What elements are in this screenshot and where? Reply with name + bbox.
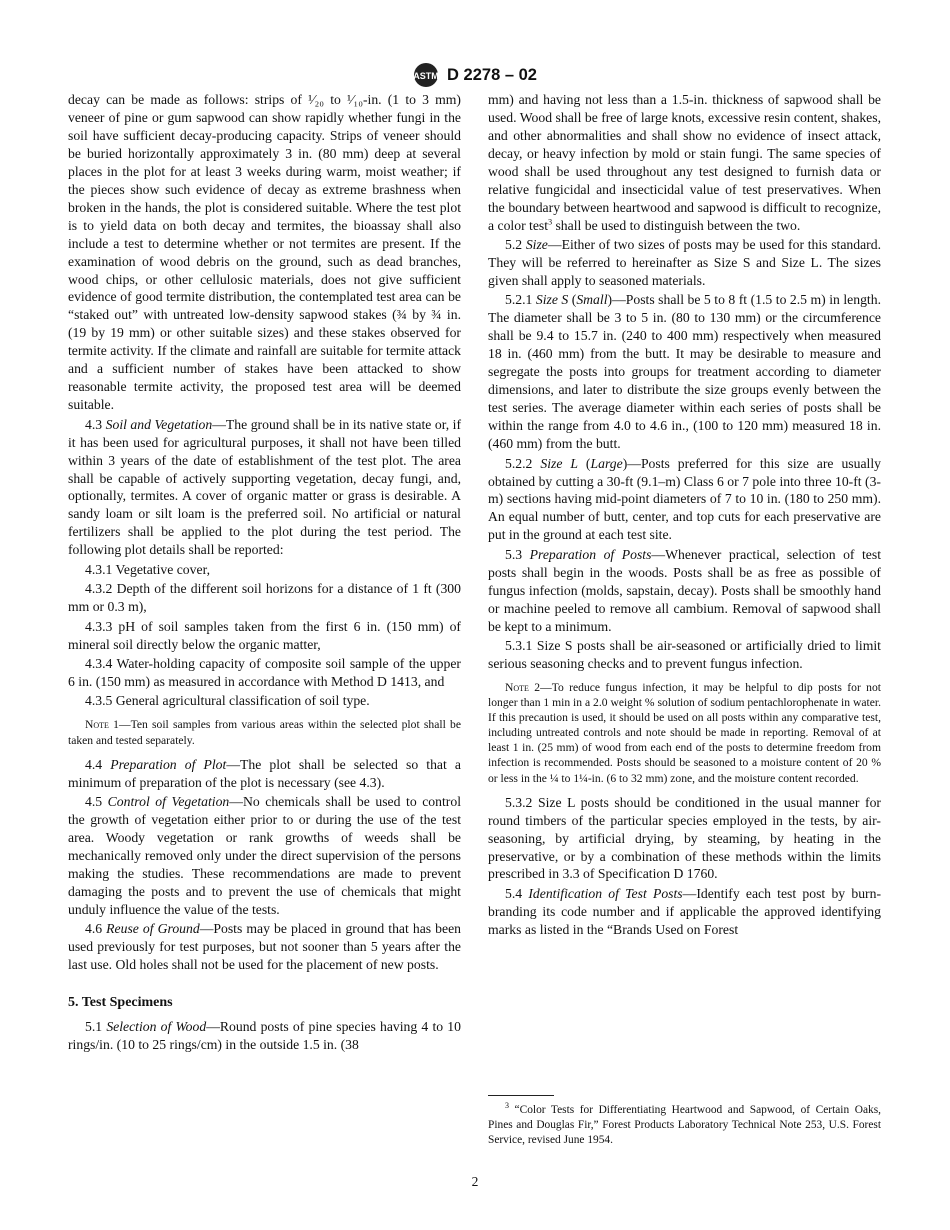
section-4-5: 4.5 Control of Vegetation—No chemicals shall be used to control the growth of vegetation either prior to or during the use of the test area. Woody vegetation or rank growths of weeds shall be mechanically removed only under the direct supervision of the persons making the studies. These recommendations are made to prevent damaging the posts and to prevent the use of chemicals that might unduly influence the value of the tests.: [68, 794, 461, 917]
section-5-3: 5.3 Preparation of Posts—Whenever practical, selection of test posts shall begin in the woods. Posts shall be as free as possible of fungus infection (molds, sapstain, decay). Posts shall be smoothly hand or machine peeled to remove all cambium. Removal of sapwood shall be kept to a minimum.: [488, 546, 882, 634]
paragraph: mm) and having not less than a 1.5-in. thickness of sapwood shall be used. Wood shall be free of large knots, excessive resin content, shakes, and other abnormalities and shall show no evidence of insect attack, decay, or heavy infection by mold or stain fungi. The same species of wood shall be used throughout any test designed to furnish data or relative fungicidal and insecticidal value of test preservatives. When the boundary between heartwood and sapwood is difficult to recognize, a color test$^3$ shall be used to distinguish between the two.: [488, 92, 881, 233]
footnote-3: $^3$ “Color Tests for Differentiating Heartwood and Sapwood, of Certain Oaks, Pines and Douglas Fir,” Forest Products Laboratory Technical Note 253, U.S. Forest Service, revised June 1954.: [488, 1101, 881, 1146]
section-4-3-4: 4.3.4 Water-holding capacity of composite soil sample of the upper 6 in. (150 mm) as measured in accordance with Method D 1413, and: [68, 656, 461, 689]
section-4-3: 4.3 Soil and Vegetation—The ground shall be in its native state or, if it has been used for agricultural purposes, it shall not have been tilled within 3 years of the date of establishment of the test plot. The area shall be capable of actively supporting vegetation, decay fungi, and, optionally, termites. A cover of organic matter or grass is desirable. A sandy loam or silt loam is the preferred soil. No artificial or natural fertilizers shall be applied to the plot during the test period. The following plot details shall be reported:: [68, 416, 462, 558]
svg-text:ASTM: ASTM: [413, 71, 439, 81]
section-4-3-3: 4.3.3 pH of soil samples taken from the first 6 in. (150 mm) of mineral soil directly below the organic matter,: [68, 618, 461, 652]
footnote-ref[interactable]: 3: [548, 217, 553, 227]
section-4-3-1: 4.3.1 Vegetative cover,: [85, 561, 211, 577]
section-4-3-5: 4.3.5 General agricultural classification of soil type.: [85, 693, 370, 709]
page-number: 2: [471, 1174, 479, 1189]
section-5-1: 5.1 Selection of Wood—Round posts of pine species having 4 to 10 rings/in. (10 to 25 rings/cm) in the outside 1.5 in. (38: [68, 1018, 461, 1052]
paragraph: decay can be made as follows: strips of ¹⁄₂₀ to ¹⁄₁₀-in. (1 to 3 mm) veneer of pine or gum sapwood can show rapidly whether fungi in the soil have sufficient decay-producing capacity. Strips of veneer should be buried horizontally approximately 3 in. (80 mm) deep at several places in the plot for at least 3 weeks during warm, moist weather; if the pieces show such evidence of decay as extreme brashness when broken in the hands, the plot is considered suitable. Where the test plot is to yield data on both decay and termites, the bioassay shall also include a test to determine whether or not termites are present. If the examination of wood debris on the ground, such as dead branches, wood chips, or other cellulosic materials, does not give sufficient evidence of good termite distribution, the contemplated test area can be “staked out” with untreated low-density sapwood stakes (¾ by ¾ in. (19 by 19 mm) or other suitable sizes) and these stakes observed for termite activity. If the climate and rainfall are suitable for termite attack and a sufficient number of stakes have been attacked to show reasonable termite activity, the proposed test area will be deemed suitable.: [68, 92, 461, 413]
note-2: Note 2—To reduce fungus infection, it may be helpful to dip posts for not longer than 1 min in a 2.0 weight % solution of sodium pentachlorophenate in water. If this precaution is used, it should be used on all posts within any comparative test, including untreated controls and note should be made in reporting. Removal of at least 1 in. (25 mm) of wood from each end of the posts to determine freedom from infection is recommended. Posts should be seasoned to a moisture content of 20 % or less in the ¼ to 1¼-in. (6 to 32 mm) zone, and the moisture content recorded.: [488, 681, 881, 785]
footnote-divider: [488, 1095, 554, 1096]
page-header: [0, 62, 950, 88]
section-4-3-2: 4.3.2 Depth of the different soil horizons for a distance of 1 ft (300 mm or 0.3 m),: [68, 581, 461, 615]
section-heading-5: 5. Test Specimens: [68, 995, 173, 1011]
section-5-2-2: 5.2.2 Size L (Large)—Posts preferred for this size are usually obtained by cutting a 30-ft (9.1–m) Class 6 or 7 pole into three 10-ft (3-m) sections having mid-point diameters of 7 to 10 in. (180 to 250 mm). An equal number of butt, center, and top cuts for each preservative are put in the ground at each test site.: [488, 455, 881, 543]
section-5-3-1: 5.3.1 Size S posts shall be air-seasoned or artificially dried to limit serious seasoning checks and to prevent fungus infection.: [488, 638, 881, 672]
section-5-4: 5.4 Identification of Test Posts—Identify each test post by burn-branding its code number and if applicable the approved identifying marks as listed in the “Brands Used on Forest: [488, 885, 882, 937]
right-column: [488, 91, 881, 940]
section-5-3-2: 5.3.2 Size L posts should be conditioned in the usual manner for round timbers of the particular species employed in the tests, by air-seasoning, by artificial drying, by steaming, by heating in the preservative, or by a combination of these methods within the limits prescribed in 3.3 of Specification D 1760.: [488, 794, 881, 882]
astm-logo-icon: [413, 62, 439, 88]
section-4-4: 4.4 Preparation of Plot—The plot shall be selected so that a minimum of preparation of the plot is necessary (see 4.3).: [68, 756, 461, 790]
section-5-2: 5.2 Size—Either of two sizes of posts may be used for this standard. They will be referred to hereinafter as Size S and Size L. The sizes given shall apply to seasoned materials.: [488, 237, 881, 289]
standard-designation: D 2278 – 02: [447, 65, 537, 84]
note-1: Note 1—Ten soil samples from various areas within the selected plot shall be taken and tested separately.: [68, 718, 461, 747]
section-4-6: 4.6 Reuse of Ground—Posts may be placed in ground that has been used previously for test purposes, but not sooner than 5 years after the last use. Old holes shall not be used for the placement of new posts.: [68, 921, 462, 973]
left-column: [68, 91, 461, 1055]
section-5-2-1: 5.2.1 Size S (Small)—Posts shall be 5 to 8 ft (1.5 to 2.5 m) in length. The diameter shall be 3 to 5 in. (80 to 130 mm) or the circumference shall be 9.4 to 15.7 in. (240 to 400 mm) respectively when measured 18 in. (460 mm) from the butt. It may be desirable to measure and segregate the posts into groups for treatment according to diameter dimensions, and later to distribute the size groups evenly between the test series. The average diameter within each series of posts shall be within the range from 4.0 to 4.6 in., (100 to 120 mm) measured 18 in. (460 mm) from the butt.: [488, 292, 881, 452]
